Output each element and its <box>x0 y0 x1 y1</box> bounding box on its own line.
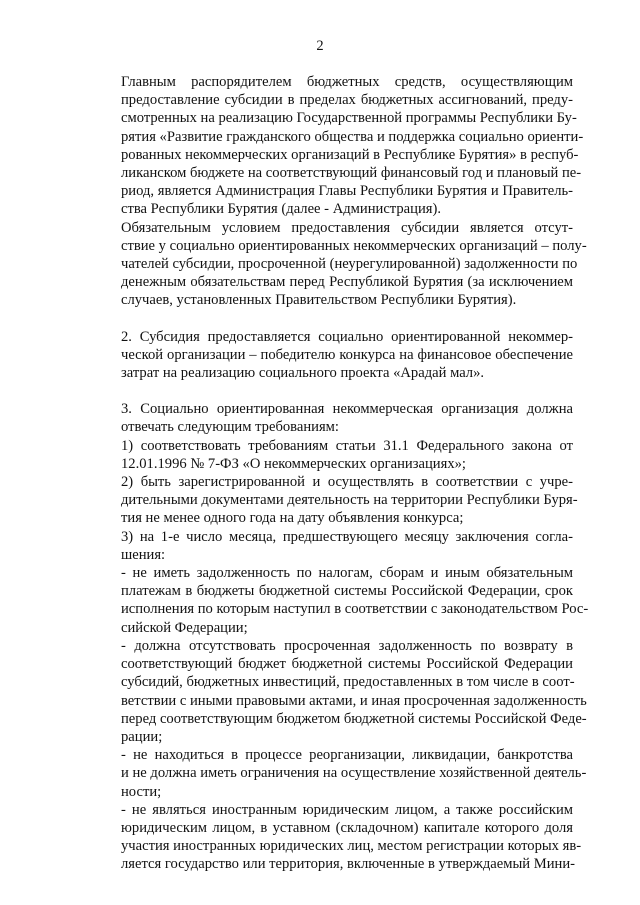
text-line: денежным обязательствам перед Республикой Бурятия (за исключением <box>121 274 573 291</box>
paragraph-section-3 <box>84 400 573 436</box>
text-line: 2) быть зарегистрированной и осуществлять в соответствии с учре- <box>121 474 573 491</box>
paragraph-section-2 <box>84 328 573 383</box>
text-line: затрат на реализацию социального проекта «Арадай мал». <box>121 365 485 382</box>
text-line: - должна отсутствовать просроченная задолженность по возврату в <box>121 637 573 654</box>
text-line: рации; <box>121 728 163 745</box>
text-line: смотренных на реализацию Государственной программы Республики Бу- <box>121 110 577 127</box>
text-line: платежам в бюджеты бюджетной системы Российской Федерации, срок <box>121 583 573 600</box>
text-line: ветствии с иными правовыми актами, и иная просроченная задолженность <box>121 692 587 709</box>
text-line: сийской Федерации; <box>121 619 248 636</box>
text-line: ства Республики Бурятия (далее - Администрация). <box>121 201 441 218</box>
text-line: ликанском бюджете на соответствующий финансовый год и плановый пе- <box>121 165 582 182</box>
text-line: 3) на 1-е число месяца, предшествующего месяцу заключения согла- <box>121 528 573 545</box>
text-line: Главным распорядителем бюджетных средств, осуществляющим <box>121 74 573 90</box>
paragraph-requirement-1 <box>84 437 573 473</box>
paragraph-gap <box>84 310 573 328</box>
document-body <box>84 73 589 874</box>
text-line: юридическим лицом, в уставном (складочном) капитале которого доля <box>121 819 573 836</box>
text-line: - не являться иностранным юридическим лицом, а также российским <box>121 801 573 818</box>
text-line: шения: <box>121 546 166 563</box>
paragraph-requirement-2 <box>84 473 578 528</box>
text-line: и не должна иметь ограничения на осуществление хозяйственной деятель- <box>121 765 587 782</box>
text-line: участия иностранных юридических лиц, местом регистрации которых яв- <box>121 838 582 855</box>
text-line: ности; <box>121 783 162 800</box>
paragraph-requirement-3 <box>84 528 573 564</box>
text-line: ляется государство или территория, включенные в утверждаемый Мини- <box>121 856 576 873</box>
text-line: - не иметь задолженность по налогам, сборам и иным обязательным <box>121 565 573 582</box>
text-line: 1) соответствовать требованиям статьи 31.1 Федерального закона от <box>121 437 573 454</box>
paragraph-gap <box>84 382 573 400</box>
text-line: соответствующий бюджет бюджетной системы Российской Федерации <box>121 656 573 673</box>
text-line: субсидий, бюджетных инвестиций, предоставленных в том числе в соот- <box>121 674 575 691</box>
text-line: 3. Социально ориентированная некоммерческая организация должна <box>121 401 573 418</box>
text-line: ствие у социально ориентированных некоммерческих организаций – полу- <box>121 237 587 254</box>
text-line: риод, является Администрация Главы Республики Бурятия и Правитель- <box>121 183 573 200</box>
text-line: исполнения по которым наступил в соответствии с законодательством Рос- <box>121 601 589 618</box>
text-line: случаев, установленных Правительством Республики Бурятия). <box>121 292 517 309</box>
paragraph-no-reorganization <box>84 746 587 801</box>
text-line: рятия «Развитие гражданского общества и поддержка социально ориенти- <box>121 128 584 145</box>
text-line: отвечать следующим требованиям: <box>121 419 339 436</box>
paragraph-not-foreign-entity <box>84 801 582 874</box>
text-line: рованных некоммерческих организаций в Республике Бурятия» в респуб- <box>121 146 579 163</box>
page-number: 2 <box>316 38 324 54</box>
paragraph-no-tax-debt <box>84 564 589 637</box>
paragraph-no-overdue-debt <box>84 637 587 746</box>
text-line: - не находиться в процессе реорганизации, ликвидации, банкротства <box>121 747 573 764</box>
text-line: перед соответствующим бюджетом бюджетной системы Российской Феде- <box>121 710 587 727</box>
text-line: Обязательным условием предоставления субсидии является отсут- <box>121 219 573 236</box>
text-line: ческой организации – победителю конкурса на финансовое обеспечение <box>121 346 573 363</box>
text-line: тия не менее одного года на дату объявления конкурса; <box>121 510 464 527</box>
text-line: дительными документами деятельность на территории Республики Буря- <box>121 492 578 509</box>
text-line: 12.01.1996 № 7-ФЗ «О некоммерческих организациях»; <box>121 455 466 472</box>
text-line: чателей субсидии, просроченной (неурегулированной) задолженности по <box>121 256 578 273</box>
paragraph-main-administrator <box>84 73 584 219</box>
text-line: 2. Субсидия предоставляется социально ориентированной некоммер- <box>121 328 573 345</box>
text-line: предоставление субсидии в пределах бюджетных ассигнований, преду- <box>121 92 573 109</box>
paragraph-mandatory-condition <box>84 219 587 310</box>
